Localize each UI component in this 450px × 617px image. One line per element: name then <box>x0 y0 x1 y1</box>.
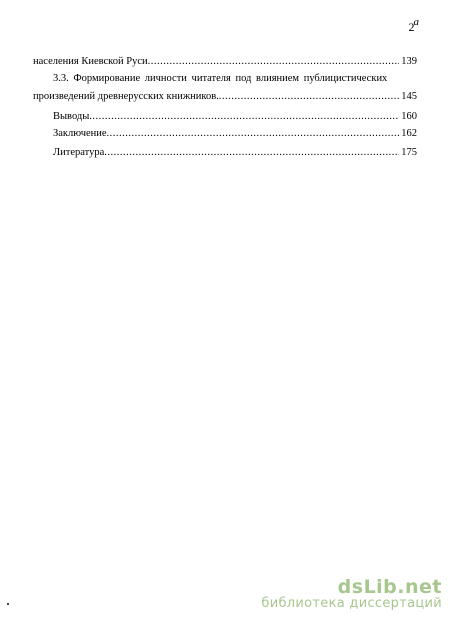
toc-entry-kievan-rus <box>33 55 417 69</box>
toc-entry-conclusions <box>33 110 417 124</box>
page-number-mark: a <box>413 16 419 28</box>
toc-entry-text: Заключение <box>53 128 107 139</box>
toc-entry-page: 145 <box>401 91 417 102</box>
toc-entry-text: Выводы <box>53 111 90 122</box>
scan-speck <box>7 603 9 605</box>
watermark-brand: dsLib.net <box>337 576 442 598</box>
toc-entry-page: 160 <box>401 111 417 122</box>
toc-entry-3-3-line2 <box>33 90 417 104</box>
watermark <box>261 576 442 611</box>
toc-leader-dots <box>219 90 399 104</box>
page-number-value: 2 <box>408 20 415 34</box>
toc-entry-text: 3.3. Формирование личности читателя под влиянием публицистических <box>53 73 388 84</box>
toc-entry-3-3-line1 <box>33 72 417 86</box>
toc-entry-page: 175 <box>401 147 417 158</box>
toc-leader-dots <box>89 110 399 124</box>
toc-leader-dots <box>107 127 400 141</box>
toc-entry-text: Литература <box>53 147 105 158</box>
toc-entry-text: произведений древнерусских книжников. <box>33 91 219 102</box>
toc-entry-page: 139 <box>401 56 417 67</box>
toc-leader-dots <box>104 146 399 160</box>
toc-entry-conclusion <box>33 127 417 141</box>
toc-leader-dots <box>148 55 400 69</box>
toc-entry-page: 162 <box>401 128 417 139</box>
page-number <box>408 16 421 35</box>
toc-entry-text: населения Киевской Руси <box>33 56 148 67</box>
toc-entry-literature <box>33 146 417 160</box>
watermark-tagline: библиотека диссертаций <box>261 596 442 611</box>
